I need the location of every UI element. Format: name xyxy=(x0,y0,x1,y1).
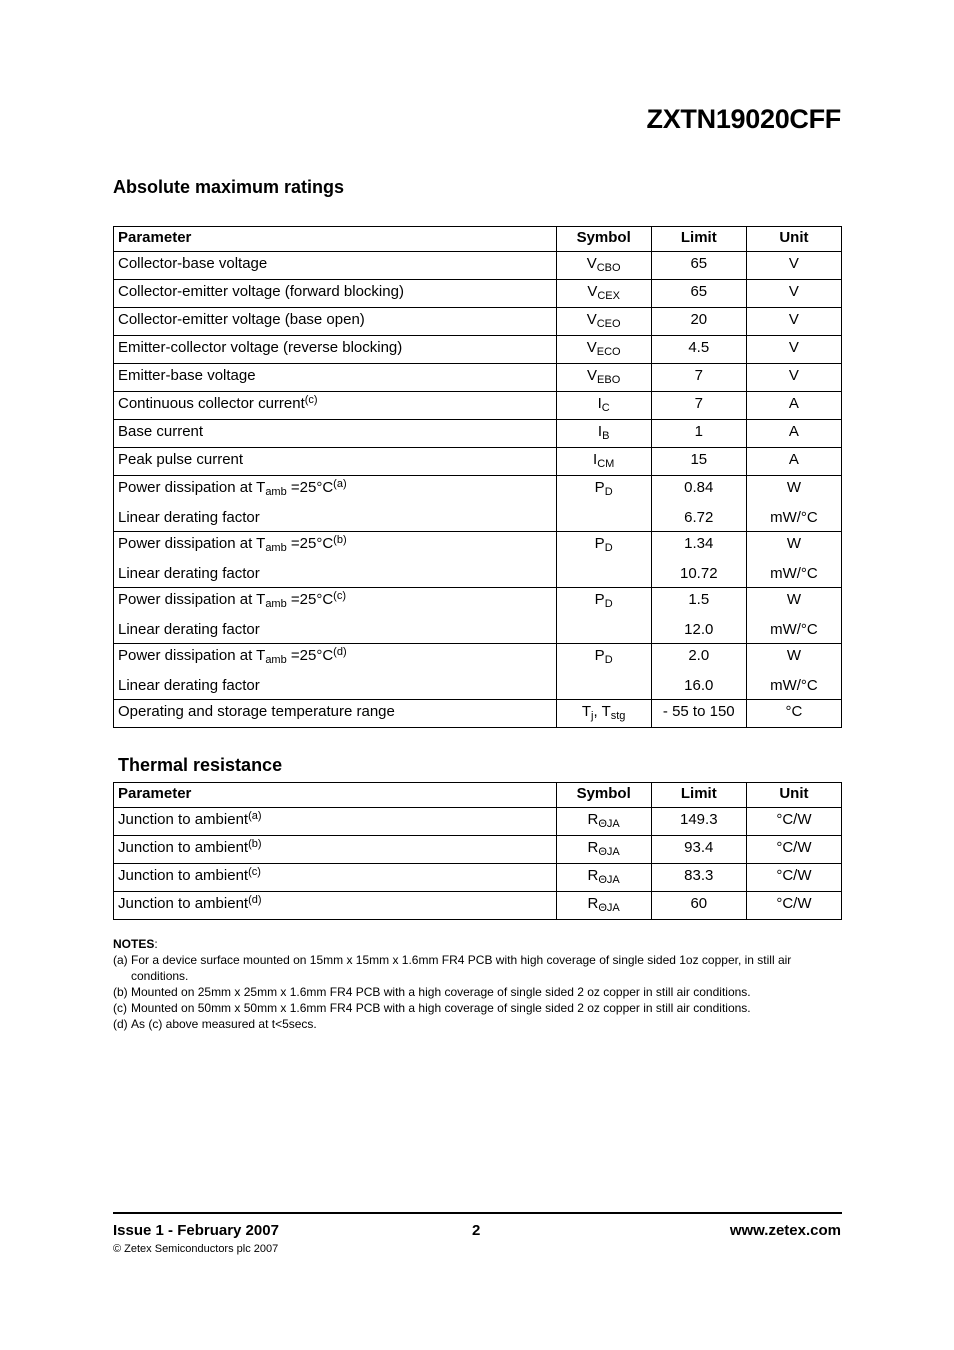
note-reference: (b) xyxy=(333,534,347,546)
note-tag: (d) xyxy=(113,1017,128,1031)
note-reference: (a) xyxy=(248,810,262,822)
symbol-text: P xyxy=(594,647,605,664)
unit-value-line2: mW/°C xyxy=(770,509,818,526)
parameter-cell xyxy=(114,588,557,644)
table-row xyxy=(114,392,842,420)
unit-cell xyxy=(746,532,841,588)
note-text: Mounted on 25mm x 25mm x 1.6mm FR4 PCB with a high coverage of single sided 2 oz copper in still air conditions. xyxy=(131,985,751,999)
table-row xyxy=(114,336,842,364)
unit-cell xyxy=(746,588,841,644)
parameter-cell xyxy=(114,448,557,476)
table-row xyxy=(114,280,842,308)
symbol-cell xyxy=(556,364,651,392)
symbol-text-second: , T xyxy=(593,703,611,720)
parameter-text: Power dissipation at T xyxy=(118,647,266,664)
unit-cell: °C xyxy=(746,700,841,728)
parameter-text: Peak pulse current xyxy=(118,451,244,468)
parameter-cell xyxy=(114,532,557,588)
limit-cell: 1 xyxy=(651,420,746,448)
table-row xyxy=(114,864,842,892)
unit-cell: °C/W xyxy=(746,864,841,892)
parameter-text-suffix: =25°C xyxy=(286,591,334,608)
symbol-text: V xyxy=(586,339,597,356)
symbol-subscript: D xyxy=(604,486,613,498)
symbol-subscript: D xyxy=(604,598,613,610)
footer-copyright: © Zetex Semiconductors plc 2007 xyxy=(113,1243,279,1255)
parameter-text: Operating and storage temperature range xyxy=(118,703,395,720)
symbol-subscript: EBO xyxy=(597,374,621,386)
limit-cell: 7 xyxy=(651,392,746,420)
limit-cell xyxy=(651,644,746,700)
symbol-cell xyxy=(556,448,651,476)
notes-heading xyxy=(113,936,843,952)
note-text: Mounted on 50mm x 50mm x 1.6mm FR4 PCB with a high coverage of single sided 2 oz copper in still air conditions. xyxy=(131,1001,751,1015)
parameter-cell xyxy=(114,420,557,448)
unit-cell xyxy=(746,476,841,532)
unit-cell: A xyxy=(746,448,841,476)
limit-cell: 7 xyxy=(651,364,746,392)
symbol-cell xyxy=(556,308,651,336)
symbol-subscript: ΘJA xyxy=(598,818,620,830)
unit-cell: °C/W xyxy=(746,808,841,836)
note-item xyxy=(113,952,843,984)
note-tag: (b) xyxy=(113,985,128,999)
unit-cell: V xyxy=(746,308,841,336)
parameter-subscript: amb xyxy=(265,486,287,498)
part-number-title: ZXTN19020CFF xyxy=(646,104,841,134)
parameter-text: Emitter-collector voltage (reverse blocking) xyxy=(118,339,403,356)
limit-cell: 83.3 xyxy=(651,864,746,892)
note-text: As (c) above measured at t<5secs. xyxy=(131,1017,317,1031)
parameter-text: Junction to ambient xyxy=(118,867,249,884)
footer-issue: Issue 1 - February 2007 xyxy=(113,1222,279,1239)
parameter-text: Emitter-base voltage xyxy=(118,367,256,384)
note-reference: (c) xyxy=(333,590,346,602)
parameter-cell xyxy=(114,892,557,920)
parameter-cell xyxy=(114,808,557,836)
column-header-limit: Limit xyxy=(651,783,746,808)
column-header-parameter: Parameter xyxy=(114,783,557,808)
parameter-text-suffix: =25°C xyxy=(286,647,334,664)
symbol-cell xyxy=(556,588,651,644)
parameter-text: Junction to ambient xyxy=(118,811,249,828)
limit-value-line2: 16.0 xyxy=(684,677,714,694)
symbol-subscript: B xyxy=(602,430,610,442)
parameter-cell xyxy=(114,308,557,336)
parameter-text: Continuous collector current xyxy=(118,395,305,412)
symbol-text: I xyxy=(593,451,598,468)
table-row xyxy=(114,252,842,280)
unit-cell: V xyxy=(746,364,841,392)
column-header-symbol: Symbol xyxy=(556,227,651,252)
thermal-resistance-table xyxy=(113,782,842,920)
symbol-cell xyxy=(556,420,651,448)
limit-value: 1.5 xyxy=(688,591,710,608)
limit-value: 0.84 xyxy=(684,479,714,496)
unit-cell: A xyxy=(746,420,841,448)
symbol-cell xyxy=(556,392,651,420)
parameter-text: Power dissipation at T xyxy=(118,479,266,496)
limit-cell xyxy=(651,476,746,532)
footer-page-number: 2 xyxy=(472,1222,481,1239)
symbol-cell xyxy=(556,700,651,728)
table-row xyxy=(114,644,842,700)
thermal-section-title: Thermal resistance xyxy=(118,755,283,775)
note-reference: (c) xyxy=(248,866,261,878)
symbol-text: P xyxy=(594,591,605,608)
unit-value: W xyxy=(786,647,801,664)
symbol-subscript: j xyxy=(591,710,594,722)
table-row xyxy=(114,588,842,644)
limit-cell: 15 xyxy=(651,448,746,476)
parameter-cell xyxy=(114,336,557,364)
table-row xyxy=(114,808,842,836)
limit-cell: - 55 to 150 xyxy=(651,700,746,728)
notes-section xyxy=(113,936,843,1032)
column-header-parameter: Parameter xyxy=(114,227,557,252)
notes-heading-suffix: : xyxy=(154,937,158,951)
column-header-symbol: Symbol xyxy=(556,783,651,808)
unit-cell xyxy=(746,644,841,700)
limit-value-line2: 10.72 xyxy=(680,565,718,582)
table-row xyxy=(114,892,842,920)
unit-value: W xyxy=(786,535,801,552)
parameter-text-suffix: =25°C xyxy=(286,479,334,496)
parameter-text: Power dissipation at T xyxy=(118,535,266,552)
symbol-cell xyxy=(556,476,651,532)
notes-heading-text: NOTES xyxy=(113,937,155,951)
column-header-unit: Unit xyxy=(746,227,841,252)
symbol-cell xyxy=(556,836,651,864)
column-header-limit: Limit xyxy=(651,227,746,252)
symbol-cell xyxy=(556,336,651,364)
note-reference: (a) xyxy=(333,478,347,490)
parameter-cell xyxy=(114,864,557,892)
symbol-cell xyxy=(556,644,651,700)
table-row xyxy=(114,700,842,728)
parameter-subscript: amb xyxy=(265,598,287,610)
unit-value-line2: mW/°C xyxy=(770,621,818,638)
symbol-subscript: ECO xyxy=(596,346,621,358)
symbol-text: R xyxy=(587,895,599,912)
unit-cell: °C/W xyxy=(746,836,841,864)
parameter-cell xyxy=(114,476,557,532)
symbol-subscript: D xyxy=(604,542,613,554)
limit-value-line2: 12.0 xyxy=(684,621,714,638)
unit-value: W xyxy=(786,479,801,496)
symbol-subscript: CBO xyxy=(596,262,621,274)
column-header-unit: Unit xyxy=(746,783,841,808)
limit-cell: 93.4 xyxy=(651,836,746,864)
absolute-maximum-ratings-table xyxy=(113,226,842,728)
symbol-subscript: ΘJA xyxy=(598,874,620,886)
symbol-subscript: CEX xyxy=(597,290,620,302)
limit-cell: 65 xyxy=(651,280,746,308)
symbol-subscript: D xyxy=(604,654,613,666)
note-tag: (a) xyxy=(113,953,128,967)
parameter-text: Collector-emitter voltage (base open) xyxy=(118,311,365,328)
parameter-text: Base current xyxy=(118,423,204,440)
parameter-cell xyxy=(114,364,557,392)
unit-value-line2: mW/°C xyxy=(770,565,818,582)
symbol-text: I xyxy=(597,395,602,412)
unit-value-line2: mW/°C xyxy=(770,677,818,694)
parameter-text: Collector-base voltage xyxy=(118,255,268,272)
limit-cell xyxy=(651,532,746,588)
symbol-cell xyxy=(556,280,651,308)
parameter-cell xyxy=(114,644,557,700)
table-row xyxy=(114,364,842,392)
parameter-text: Junction to ambient xyxy=(118,839,249,856)
limit-cell: 65 xyxy=(651,252,746,280)
table-row xyxy=(114,308,842,336)
symbol-cell xyxy=(556,532,651,588)
table-header-row xyxy=(114,227,842,252)
limit-cell xyxy=(651,588,746,644)
note-reference: (b) xyxy=(248,838,262,850)
parameter-text: Collector-emitter voltage (forward blocking) xyxy=(118,283,404,300)
limit-value: 2.0 xyxy=(688,647,710,664)
symbol-text: P xyxy=(594,479,605,496)
symbol-subscript: C xyxy=(601,402,610,414)
unit-cell: V xyxy=(746,336,841,364)
table-row xyxy=(114,476,842,532)
symbol-text: P xyxy=(594,535,605,552)
note-text: For a device surface mounted on 15mm x 15mm x 1.6mm FR4 PCB with high coverage of single sided 1oz copper, in still air conditions. xyxy=(131,953,792,983)
parameter-cell xyxy=(114,280,557,308)
note-reference: (d) xyxy=(248,894,262,906)
parameter-text-line2: Linear derating factor xyxy=(118,509,260,526)
table-row xyxy=(114,532,842,588)
note-reference: (d) xyxy=(333,646,347,658)
parameter-cell xyxy=(114,836,557,864)
limit-value: 1.34 xyxy=(684,535,714,552)
symbol-text: T xyxy=(581,703,592,720)
symbol-subscript-second: stg xyxy=(610,710,626,722)
parameter-subscript: amb xyxy=(265,654,287,666)
symbol-cell xyxy=(556,864,651,892)
footer-divider xyxy=(113,1212,842,1214)
parameter-text: Power dissipation at T xyxy=(118,591,266,608)
symbol-cell xyxy=(556,808,651,836)
unit-cell: A xyxy=(746,392,841,420)
symbol-text: R xyxy=(587,867,599,884)
note-tag: (c) xyxy=(113,1001,127,1015)
ratings-section-title: Absolute maximum ratings xyxy=(113,177,345,197)
parameter-cell xyxy=(114,252,557,280)
symbol-subscript: ΘJA xyxy=(598,902,620,914)
symbol-text: V xyxy=(586,255,597,272)
parameter-text: Junction to ambient xyxy=(118,895,249,912)
note-item xyxy=(113,984,843,1000)
symbol-text: R xyxy=(587,811,599,828)
table-row xyxy=(114,836,842,864)
parameter-text-suffix: =25°C xyxy=(286,535,334,552)
parameter-text-line2: Linear derating factor xyxy=(118,565,260,582)
limit-value-line2: 6.72 xyxy=(684,509,714,526)
footer-website-link[interactable]: www.zetex.com xyxy=(729,1222,841,1239)
symbol-subscript: ΘJA xyxy=(598,846,620,858)
limit-cell: 60 xyxy=(651,892,746,920)
symbol-subscript: CM xyxy=(597,458,615,470)
parameter-text-line2: Linear derating factor xyxy=(118,677,260,694)
note-reference: (c) xyxy=(304,394,318,406)
symbol-cell xyxy=(556,252,651,280)
unit-cell: V xyxy=(746,280,841,308)
parameter-cell xyxy=(114,392,557,420)
symbol-text: V xyxy=(587,283,598,300)
table-header-row xyxy=(114,783,842,808)
note-item xyxy=(113,1000,843,1016)
symbol-text: R xyxy=(587,839,599,856)
symbol-text: I xyxy=(597,423,603,440)
parameter-text-line2: Linear derating factor xyxy=(118,621,260,638)
limit-cell: 4.5 xyxy=(651,336,746,364)
table-row xyxy=(114,420,842,448)
symbol-subscript: CEO xyxy=(596,318,621,330)
symbol-text: V xyxy=(586,311,597,328)
limit-cell: 20 xyxy=(651,308,746,336)
parameter-subscript: amb xyxy=(265,542,287,554)
unit-cell: V xyxy=(746,252,841,280)
note-item xyxy=(113,1016,843,1032)
limit-cell: 149.3 xyxy=(651,808,746,836)
unit-value: W xyxy=(786,591,801,608)
symbol-cell xyxy=(556,892,651,920)
parameter-cell xyxy=(114,700,557,728)
symbol-text: V xyxy=(587,367,598,384)
unit-cell: °C/W xyxy=(746,892,841,920)
table-row xyxy=(114,448,842,476)
